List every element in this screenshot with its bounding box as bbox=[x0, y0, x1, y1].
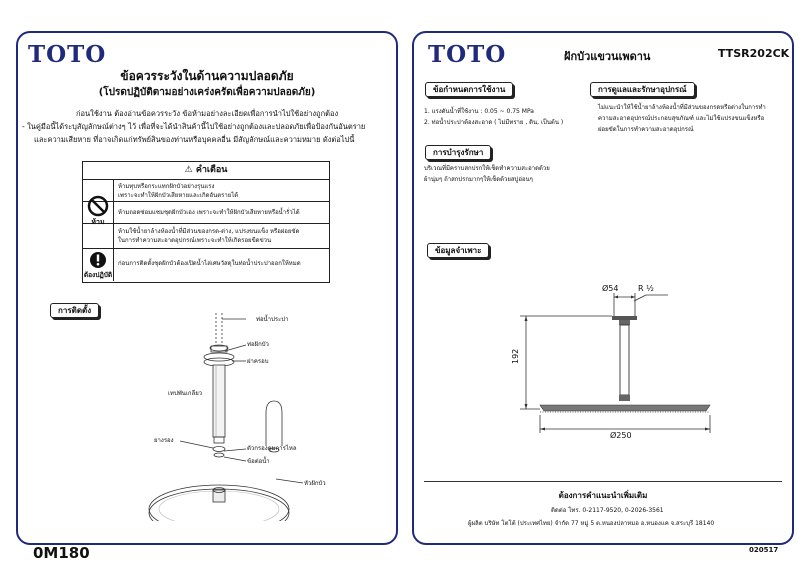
warning-text: ห้ามใช้น้ำยาล้างห้องน้ำที่มีส่วนของกรด-ด่าง, แปรงขนแข็ง หรือฝอยขัด bbox=[118, 228, 300, 235]
dim-thread: R ½ bbox=[638, 284, 654, 293]
warning-text: ห้ามทุบหรือกระแทกฝักบัวอย่างรุนแรง bbox=[118, 183, 215, 190]
safety-subtitle: (โปรดปฏิบัติตามอย่างเคร่งครัดเพื่อความปลอดภัย) bbox=[98, 87, 316, 98]
right-panel bbox=[412, 31, 794, 545]
care-label: การดูแลและรักษาอุปกรณ์ bbox=[590, 82, 695, 97]
intro-line-2: - ในคู่มือนี้ได้ระบุสัญลักษณ์ต่างๆ ไว้ เพื่อที่จะได้นำสินค้านี้ไปใช้อย่างถูกต้องและปลอดภัยเพื่อป้องกันอันตราย bbox=[22, 122, 366, 131]
part-seal-tape: เทปพันเกลียว bbox=[168, 390, 203, 397]
contact-phone: ติดต่อ โทร. 0-2117-9520, 0-2026-3561 bbox=[551, 507, 664, 514]
product-name: ฝักบัวแขวนเพดาน bbox=[564, 50, 651, 63]
toto-logo-right: TOTO bbox=[428, 41, 507, 68]
usage-label: ข้อกำหนดการใช้งาน bbox=[425, 82, 513, 97]
safety-title: ข้อควรระวังในด้านความปลอดภัย bbox=[120, 69, 294, 83]
prohibit-icon-cell bbox=[83, 180, 114, 249]
left-panel bbox=[16, 31, 398, 545]
warning-text: ในการทำความสะอาดอุปกรณ์เพราะจะทำให้เกิดรอยขีดข่วน bbox=[118, 237, 272, 244]
doc-number: 020517 bbox=[749, 546, 779, 554]
warning-text: ก่อนการติดตั้งชุดฝักบัวต้องเปิดน้ำไล่เศษวัสดุในท่อน้ำประปาออกให้หมด bbox=[118, 260, 301, 267]
installation-label: การติดตั้ง bbox=[50, 303, 99, 318]
care-text: ความสะอาดอุปกรณ์ประกอบสุขภัณฑ์ และไม่ใช้แปรงขนแข็งหรือ bbox=[598, 115, 765, 122]
dimension-drawing bbox=[414, 271, 792, 471]
part-water-pipe: ท่อน้ำประปา bbox=[256, 316, 289, 323]
part-nut: ข้อต่อน้ำ bbox=[247, 458, 270, 465]
part-shower-head: หัวฝักบัว bbox=[304, 480, 326, 487]
contact-address: ผู้ผลิต บริษัท โตโต้ (ประเทศไทย) จำกัด 77 หมู่ 5 ต.หนองปลาหมอ อ.หนองแค จ.สระบุรี 18140 bbox=[468, 520, 715, 527]
maintenance-label: การบำรุงรักษา bbox=[425, 145, 491, 160]
warning-row bbox=[83, 249, 329, 281]
intro-line-3: และความเสียหาย ที่อาจเกิดแก่ทรัพย์สินของท่านหรือบุคคลอื่น มีสัญลักษณ์และความหมาย ดังต่อไปนี้ bbox=[34, 135, 355, 144]
contact-title: ต้องการคำแนะนำเพิ่มเติม bbox=[558, 491, 648, 500]
warning-text: เพราะจะทำให้ฝักบัวเสียหายและเกิดอันตรายได้ bbox=[118, 192, 239, 199]
warning-row bbox=[83, 224, 329, 249]
part-filter: ตัวกรองคุมการไหล bbox=[247, 445, 297, 452]
product-model: TTSR202CK bbox=[718, 47, 790, 60]
warning-row bbox=[83, 180, 329, 202]
prohibit-label: ห้าม bbox=[91, 218, 105, 226]
part-shower-arm: ท่อฝักบัว bbox=[247, 341, 269, 348]
part-washer: ยางรอง bbox=[154, 437, 174, 444]
model-code: 0M180 bbox=[33, 544, 90, 562]
installation-diagram bbox=[18, 301, 396, 521]
warning-header bbox=[83, 162, 329, 180]
toto-logo-left: TOTO bbox=[28, 41, 107, 68]
warning-text: ห้ามถอดซ่อมแซมชุดฝักบัวเอง เพราะจะทำให้ฝักบัวเสียหายหรือน้ำรั่วได้ bbox=[118, 209, 300, 216]
maintenance-text: บริเวณที่มีคราบสกปรกให้เช็ดทำความสะอาดด้วย bbox=[424, 165, 550, 172]
care-text: ฝอยขัดในการทำความสะอาดอุปกรณ์ bbox=[598, 126, 694, 133]
warning-row bbox=[83, 202, 329, 224]
part-cover: ฝาครอบ bbox=[247, 358, 269, 365]
footer-divider bbox=[424, 481, 782, 482]
must-do-icon bbox=[83, 250, 113, 272]
care-text: ไม่แนะนำให้ใช้น้ำยาล้างห้องน้ำที่มีส่วนของกรดหรือด่างในการทำ bbox=[598, 104, 766, 111]
usage-item: 1. แรงดันน้ำที่ใช้งาน : 0.05 ~ 0.75 MPa bbox=[424, 108, 534, 115]
must-label: ต้องปฏิบัติ bbox=[83, 271, 113, 279]
warning-triangle-icon: ⚠ bbox=[184, 165, 193, 175]
dim-head: Ø250 bbox=[610, 431, 632, 440]
warning-table bbox=[82, 161, 330, 283]
intro-line-1: ก่อนใช้งาน ต้องอ่านข้อควรระวัง ข้อห้ามอย่างละเอียดเพื่อการนำไปใช้อย่างถูกต้อง bbox=[76, 109, 339, 118]
dim-height: 192 bbox=[511, 348, 520, 364]
must-icon-cell bbox=[83, 249, 114, 281]
maintenance-text: ผ้านุ่มๆ ถ้าสกปรกมากๆให้เช็ดด้วยสบู่อ่อนๆ bbox=[424, 176, 533, 183]
usage-item: 2. ท่อน้ำประปาต้องสะอาด ( ไม่มีทราย , ดิน, เป็นต้น ) bbox=[424, 119, 564, 126]
spec-label: ข้อมูลจำเพาะ bbox=[427, 243, 489, 258]
dim-flange: Ø54 bbox=[602, 284, 619, 293]
warning-title: คำเตือน bbox=[195, 165, 228, 175]
